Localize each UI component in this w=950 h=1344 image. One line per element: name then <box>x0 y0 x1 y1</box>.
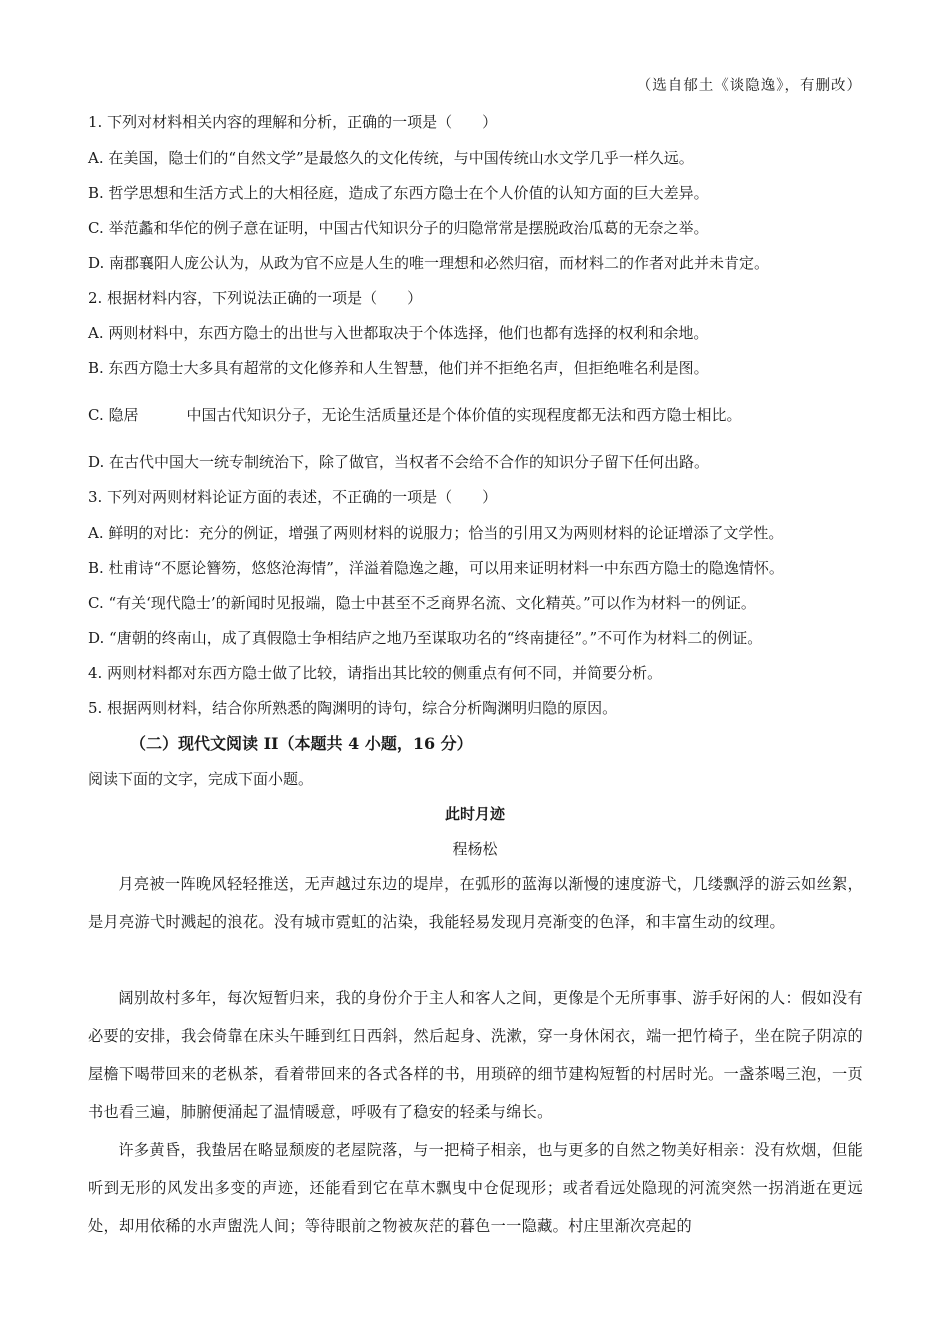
section-heading: （二）现代文阅读 II（本题共 4 小题，16 分） <box>130 734 473 753</box>
reading-instruction: 阅读下面的文字，完成下面小题。 <box>88 770 314 788</box>
article-paragraph-1: 月亮被一阵晚风轻轻推送，无声越过东边的堤岸，在弧形的蓝海以渐慢的速度游弋，几缕飘浮的游云如丝絮，是月亮游弋时溅起的浪花。没有城市霓虹的沾染，我能轻易发现月亮渐变的色泽，和丰富生动的纹理。 <box>88 875 863 931</box>
question-4-stem: 4. 两则材料都对东西方隐士做了比较，请指出其比较的侧重点有何不同，并简要分析。 <box>88 664 663 682</box>
question-3-option-b: B. 杜甫诗“不愿论簪笏，悠悠沧海情”，洋溢着隐逸之趣，可以用来证明材料一中东西方隐士的隐逸情怀。 <box>88 559 784 577</box>
question-2-option-c-rest: 中国古代知识分子，无论生活质量还是个体价值的实现程度都无法和西方隐士相比。 <box>186 406 742 424</box>
question-2-option-c-prefix: C. 隐居 <box>88 406 139 424</box>
question-3-stem: 3. 下列对两则材料论证方面的表述，不正确的一项是（ ） <box>88 488 498 506</box>
question-1-option-c: C. 举范蠡和华佗的例子意在证明，中国古代知识分子的归隐常常是摆脱政治瓜葛的无奈之举。 <box>88 219 709 237</box>
question-3-option-a: A. 鲜明的对比：充分的例证，增强了两则材料的说服力；恰当的引用又为两则材料的论证增添了文学性。 <box>88 524 784 542</box>
question-2-option-b: B. 东西方隐士大多具有超常的文化修养和人生智慧，他们并不拒绝名声，但拒绝唯名利是图。 <box>88 359 709 377</box>
source-note: （选自郁土《谈隐逸》，有删改） <box>636 78 862 94</box>
article-paragraph-3: 许多黄昏，我蛰居在略显颓废的老屋院落，与一把椅子相亲，也与更多的自然之物美好相亲：没有炊烟，但能听到无形的风发出多变的声迹，还能看到它在草木飘曳中仓促现形；或者看远处隐现的河流突然一拐消逝在更远处，却用依稀的水声盥洗人间；等待眼前之物被灰茫的暮色一一隐藏。村庄里渐次亮起的 <box>88 1141 863 1235</box>
article-title: 此时月迹 <box>444 805 505 823</box>
question-5-stem: 5. 根据两则材料，结合你所熟悉的陶渊明的诗句，综合分析陶渊明归隐的原因。 <box>88 699 618 717</box>
question-3-option-d: D. “唐朝的终南山，成了真假隐士争相结庐之地乃至谋取功名的“终南捷径”。”不可作为材料二的例证。 <box>88 629 763 647</box>
article-author: 程杨松 <box>452 840 498 858</box>
question-1-option-d: D. 南郡襄阳人庞公认为，从政为官不应是人生的唯一理想和必然归宿，而材料二的作者对此并未肯定。 <box>88 254 770 272</box>
question-2-option-d: D. 在古代中国大一统专制统治下，除了做官，当权者不会给不合作的知识分子留下任何出路。 <box>88 453 710 471</box>
question-1-option-b: B. 哲学思想和生活方式上的大相径庭，造成了东西方隐士在个人价值的认知方面的巨大差异。 <box>88 184 709 202</box>
question-3-option-c: C. “有关‘现代隐士’的新闻时见报端，隐士中甚至不乏商界名流、文化精英。”可以作为材料一的例证。 <box>88 594 756 612</box>
question-2-stem: 2. 根据材料内容，下列说法正确的一项是（ ） <box>88 289 423 307</box>
question-2-option-a: A. 两则材料中，东西方隐士的出世与入世都取决于个体选择，他们也都有选择的权利和余地。 <box>88 324 709 342</box>
question-1-stem: 1. 下列对材料相关内容的理解和分析，正确的一项是（ ） <box>88 113 498 131</box>
question-1-option-a: A. 在美国，隐士们的“自然文学”是最悠久的文化传统，与中国传统山水文学几乎一样久远。 <box>88 149 694 167</box>
question-2-option-c <box>88 405 742 425</box>
article-paragraph-2: 阔别故村多年，每次短暂归来，我的身份介于主人和客人之间，更像是个无所事事、游手好闲的人：假如没有必要的安排，我会倚靠在床头午睡到红日西斜，然后起身、洗漱，穿一身休闲衣，端一把竹椅子，坐在院子阴凉的屋檐下喝带回来的老枞茶，看着带回来的各式各样的书，用琐碎的细节建构短暂的村居时光。一盏茶喝三泡，一页书也看三遍，肺腑便涌起了温情暖意，呼吸有了稳安的轻柔与绵长。 <box>88 989 863 1121</box>
